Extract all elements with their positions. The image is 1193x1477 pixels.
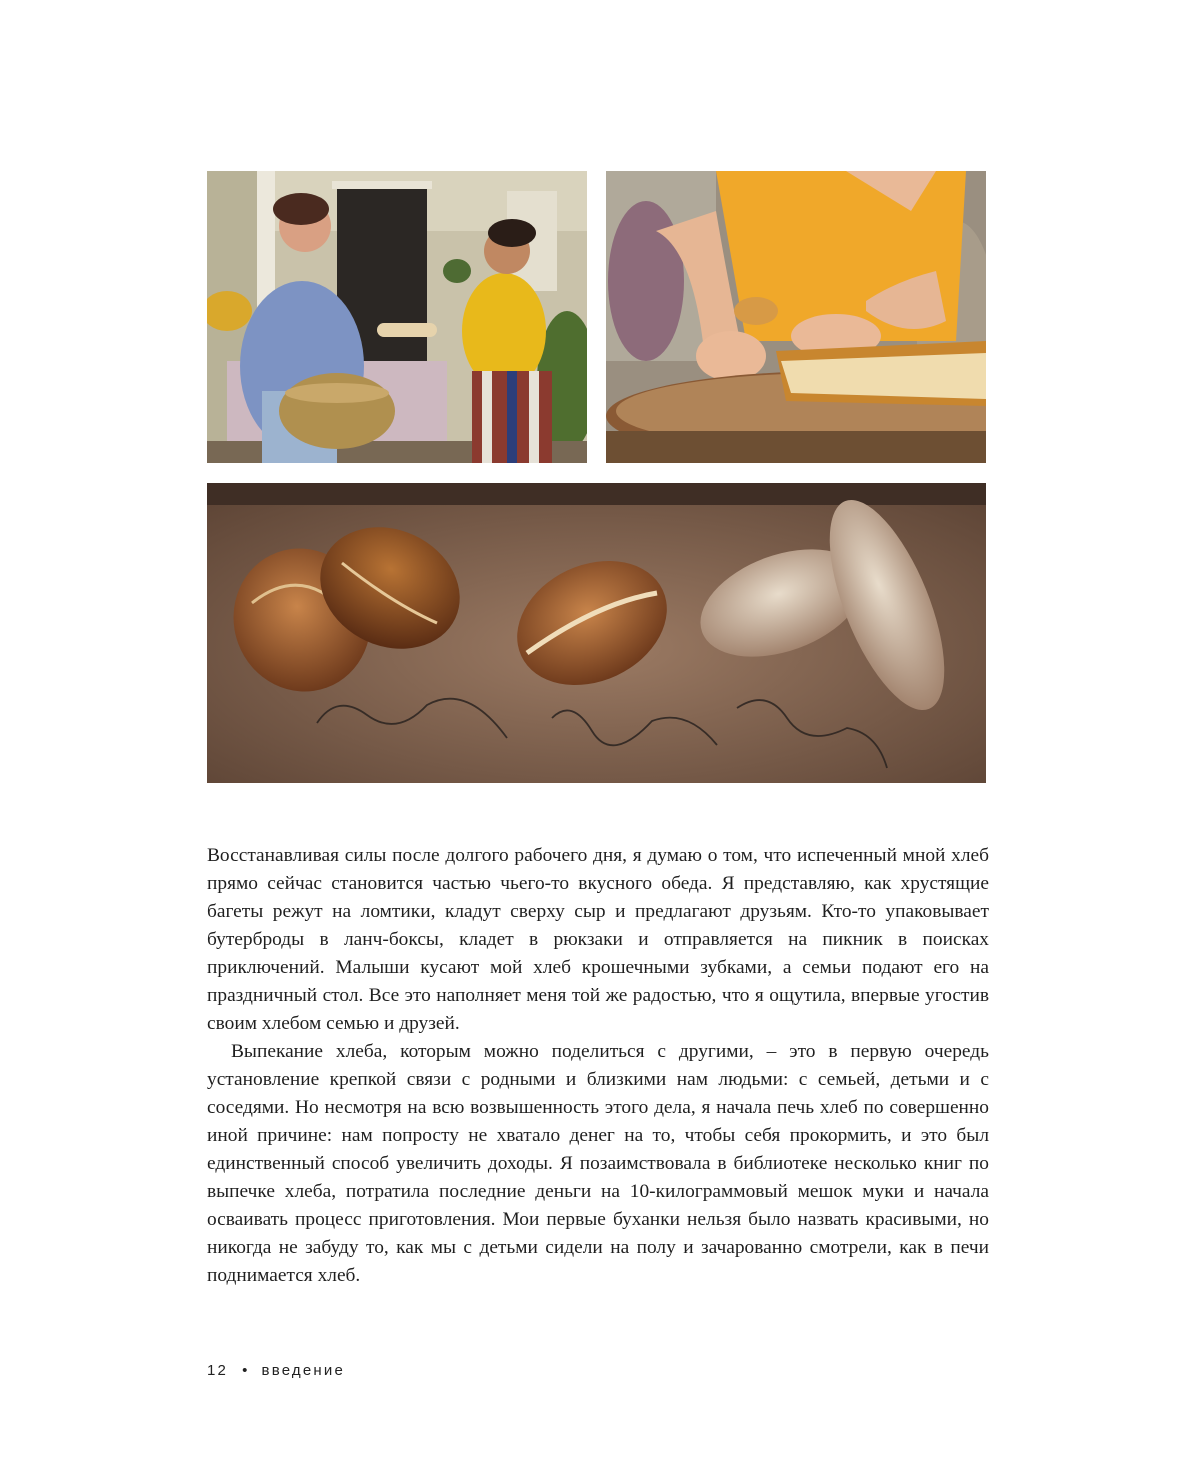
section-title: введение [261,1362,346,1379]
footer-separator: • [242,1362,250,1379]
paragraph-1: Восстанавливая силы после долгого рабочего дня, я думаю о том, что испеченный мной хлеб прямо сейчас становится частью чьего-то вкусного обеда. Я представляю, как хрустящие багеты режут на ломтики, кладут сверху сыр и предлагают друзьям. Кто-то упаковывает бутерброды в ланч-боксы, кладет в рюкзаки и отправляется на пикник в поисках приключений. Малыши кусают мой хлеб крошечными зубками, а семьи подают его на праздничный стол. Все это наполняет меня той же радостью, что я ощутила, впервые угостив своим хлебом семью и друзей. [207,845,989,1034]
photo-bread-loaves [207,483,986,783]
photo-market-exchange [207,171,587,463]
body-text [207,842,989,1290]
paragraph-2: Выпекание хлеба, которым можно поделиться с другими, – это в первую очередь установление крепкой связи с родными и близкими нам людьми: с семьей, детьми и с соседями. Но несмотря на всю возвышенность этого дела, я начала печь хлеб по совершенно иной причине: нам попросту не хватало денег на то, чтобы себя прокормить, и это был единственный способ увеличить доходы. Я позаимствовала в библиотеке несколько книг по выпечке хлеба, потратила последние деньги на 10-килограммовый мешок муки и начала осваивать процесс приготовления. Мои первые буханки нельзя было назвать красивыми, но никогда не забуду то, как мы с детьми сидели на полу и зачарованно смотрели, как в печи поднимается хлеб. [207,1041,989,1286]
photo-tearing-focaccia [606,171,986,463]
page-number: 12 [207,1362,229,1379]
page-footer [207,1362,345,1379]
